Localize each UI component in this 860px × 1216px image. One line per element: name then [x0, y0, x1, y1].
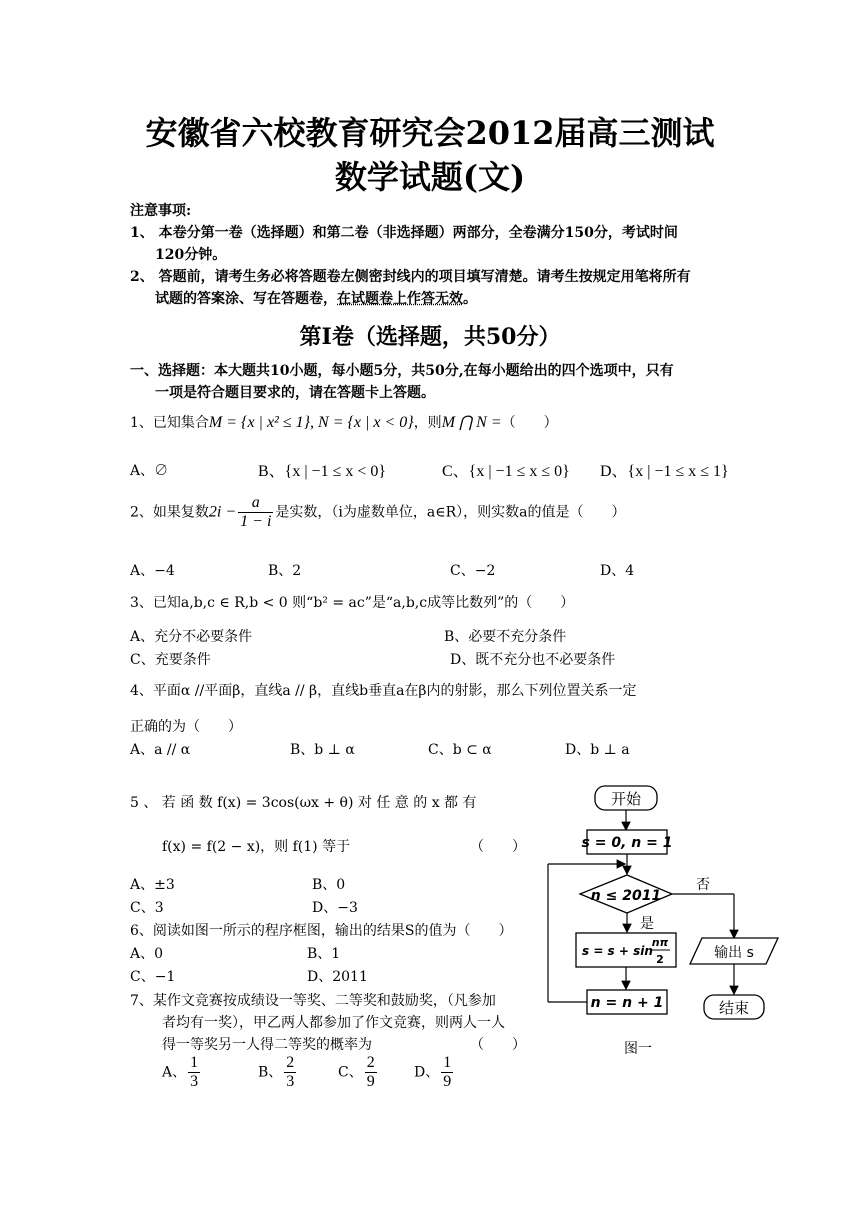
q1-stem-pre: 1、已知集合: [130, 415, 209, 431]
q1-option-a: A、∅: [130, 463, 169, 479]
q7-option-b: [258, 1054, 298, 1091]
q7-option-c: [338, 1054, 379, 1091]
q5-option-a: A、±3: [130, 877, 175, 893]
q7-d-num: 1: [443, 1054, 452, 1071]
q7-c-num: 2: [366, 1054, 375, 1071]
instruction-line2: 一项是符合题目要求的，请在答题卡上答题。: [155, 385, 435, 401]
q7-a-num: 1: [190, 1054, 199, 1071]
q7-stem-line3: 得一等奖另一人得二等奖的概率为: [162, 1037, 372, 1053]
q6-option-a: A、0: [130, 946, 164, 962]
q5-option-c: C、3: [130, 900, 164, 916]
q2-stem-post: 是实数，（i为虚数单位，a∈R），则实数a的值是（ ）: [275, 504, 626, 521]
notes-heading: 注意事项:: [130, 203, 192, 219]
q7-blank: （ ）: [470, 1037, 526, 1053]
notes-item2-emphasis: 在试题卷上作答无效: [337, 291, 463, 307]
q1-blank: （ ）: [501, 415, 558, 431]
q2-frac-num: a: [238, 494, 273, 513]
q2-option-d: D、4: [600, 563, 635, 579]
q5-option-b: B、0: [312, 877, 346, 893]
q6-option-d: D、2011: [307, 969, 368, 985]
q7-option-c-label: C、: [338, 1064, 363, 1081]
flowchart-output-label: 输出 s: [714, 945, 754, 961]
q2-stem: [130, 494, 626, 531]
q5-stem-line2: f(x) = f(2 − x)，则 f(1) 等于: [162, 839, 351, 855]
q6-option-b: B、1: [307, 946, 341, 962]
q7-option-a-label: A、: [162, 1064, 187, 1081]
q7-option-b-frac: [284, 1054, 296, 1091]
q2-option-b: B、2: [268, 563, 302, 579]
q7-b-num: 2: [286, 1054, 295, 1071]
q7-d-den: 9: [443, 1073, 452, 1090]
q7-b-den: 3: [286, 1073, 295, 1090]
flowchart-process-label: s = s + sin: [582, 944, 653, 958]
q1-expr: M ⋂ N =: [441, 414, 502, 431]
flowchart-start-label: 开始: [610, 790, 642, 808]
q1-option-c: C、{x | −1 ≤ x ≤ 0}: [442, 463, 570, 480]
q7-c-den: 9: [366, 1073, 375, 1090]
q7-option-d: [414, 1054, 455, 1091]
notes-item2-end: 。: [463, 291, 477, 307]
exam-title-line2: 数学试题(文): [334, 158, 526, 196]
instruction-line1: 一、选择题：本大题共10小题，每小题5分，共50分,在每小题给出的四个选项中，只有: [130, 363, 674, 379]
q3-option-a: A、充分不必要条件: [130, 629, 253, 645]
q7-a-den: 3: [190, 1073, 199, 1090]
q7-stem-line1: 7、某作文竞赛按成绩设一等奖、二等奖和鼓励奖，（凡参加: [130, 993, 496, 1009]
q4-stem-line1: 4、平面α //平面β，直线a // β，直线b垂直a在β内的射影，那么下列位置关系一定: [130, 683, 637, 699]
q7-option-a: [162, 1054, 202, 1091]
flowchart-process-num: nπ: [651, 936, 669, 949]
q3-option-b: B、必要不充分条件: [444, 629, 567, 645]
q2-frac-den: 1 − i: [240, 513, 272, 530]
flowchart-end-label: 结束: [718, 999, 750, 1017]
q1-option-b: B、{x | −1 ≤ x < 0}: [258, 463, 387, 480]
notes-item2-line1: 2、 答题前，请考生务必将答题卷左侧密封线内的项目填写清楚。请考生按规定用笔将所有: [130, 269, 691, 285]
q1-stem-mid: ，则: [413, 415, 442, 431]
q2-stem-pre: 2、如果复数: [130, 504, 209, 521]
q1-option-d: D、{x | −1 ≤ x ≤ 1}: [600, 463, 729, 480]
flowchart-yes-label: 是: [640, 916, 654, 932]
q4-option-d: D、b ⊥ a: [565, 742, 630, 758]
q6-option-c: C、−1: [130, 969, 176, 985]
q2-fraction: [238, 494, 273, 531]
q2-option-a: A、−4: [130, 563, 175, 579]
q7-option-a-frac: [188, 1054, 200, 1091]
q1-stem: [130, 412, 558, 432]
flowchart-process-den: 2: [656, 953, 664, 966]
q4-option-b: B、b ⊥ α: [290, 742, 355, 758]
q5-option-d: D、−3: [312, 900, 358, 916]
notes-item1-line2: 120分钟。: [155, 247, 227, 263]
q1-sets: M = {x | x² ≤ 1}, N = {x | x < 0}: [208, 414, 414, 431]
flowchart-increment-label: n = n + 1: [590, 995, 664, 1011]
notes-item1-line1: 1、 本卷分第一卷（选择题）和第二卷（非选择题）两部分，全卷满分150分，考试时间: [130, 225, 678, 241]
q7-option-b-label: B、: [258, 1064, 283, 1081]
q3-option-d: D、既不充分也不必要条件: [450, 652, 616, 668]
flowchart-init-label: s = 0, n = 1: [581, 835, 673, 851]
notes-item2-text: 试题的答案涂、写在答题卷，: [155, 291, 337, 307]
q7-option-d-label: D、: [414, 1064, 440, 1081]
q5-stem-line1: 5 、 若 函 数 f(x) = 3cos(ωx + θ) 对 任 意 的 x 都 有: [130, 795, 477, 811]
flowchart: [540, 780, 790, 1070]
exam-title-line1: 安徽省六校教育研究会2012届高三测试: [145, 114, 715, 152]
q2-expr: 2i −: [208, 503, 237, 521]
section-title: 第Ⅰ卷（选择题，共50分）: [299, 324, 561, 350]
flowchart-caption: 图一: [624, 1041, 652, 1057]
q4-option-a: A、a // α: [130, 742, 191, 758]
flowchart-decision-label: n ≤ 2011: [590, 888, 662, 904]
q7-option-d-frac: [441, 1054, 453, 1091]
q7-stem-line2: 者均有一奖），甲乙两人都参加了作文竞赛，则两人一人: [162, 1015, 505, 1031]
q6-stem: 6、阅读如图一所示的程序框图，输出的结果S的值为（ ）: [130, 923, 513, 939]
notes-item2-line2: [155, 288, 477, 308]
q4-option-c: C、b ⊂ α: [428, 742, 492, 758]
flowchart-no-label: 否: [696, 877, 710, 893]
q7-option-c-frac: [365, 1054, 377, 1091]
q3-stem: 3、已知a,b,c ∈ R,b < 0 则“b² = ac”是“a,b,c成等比数列”的（ ）: [130, 595, 575, 611]
q3-option-c: C、充要条件: [130, 652, 211, 668]
q4-stem-line2: 正确的为（ ）: [130, 719, 242, 735]
q5-blank: （ ）: [470, 839, 526, 855]
q2-option-c: C、−2: [450, 563, 496, 579]
